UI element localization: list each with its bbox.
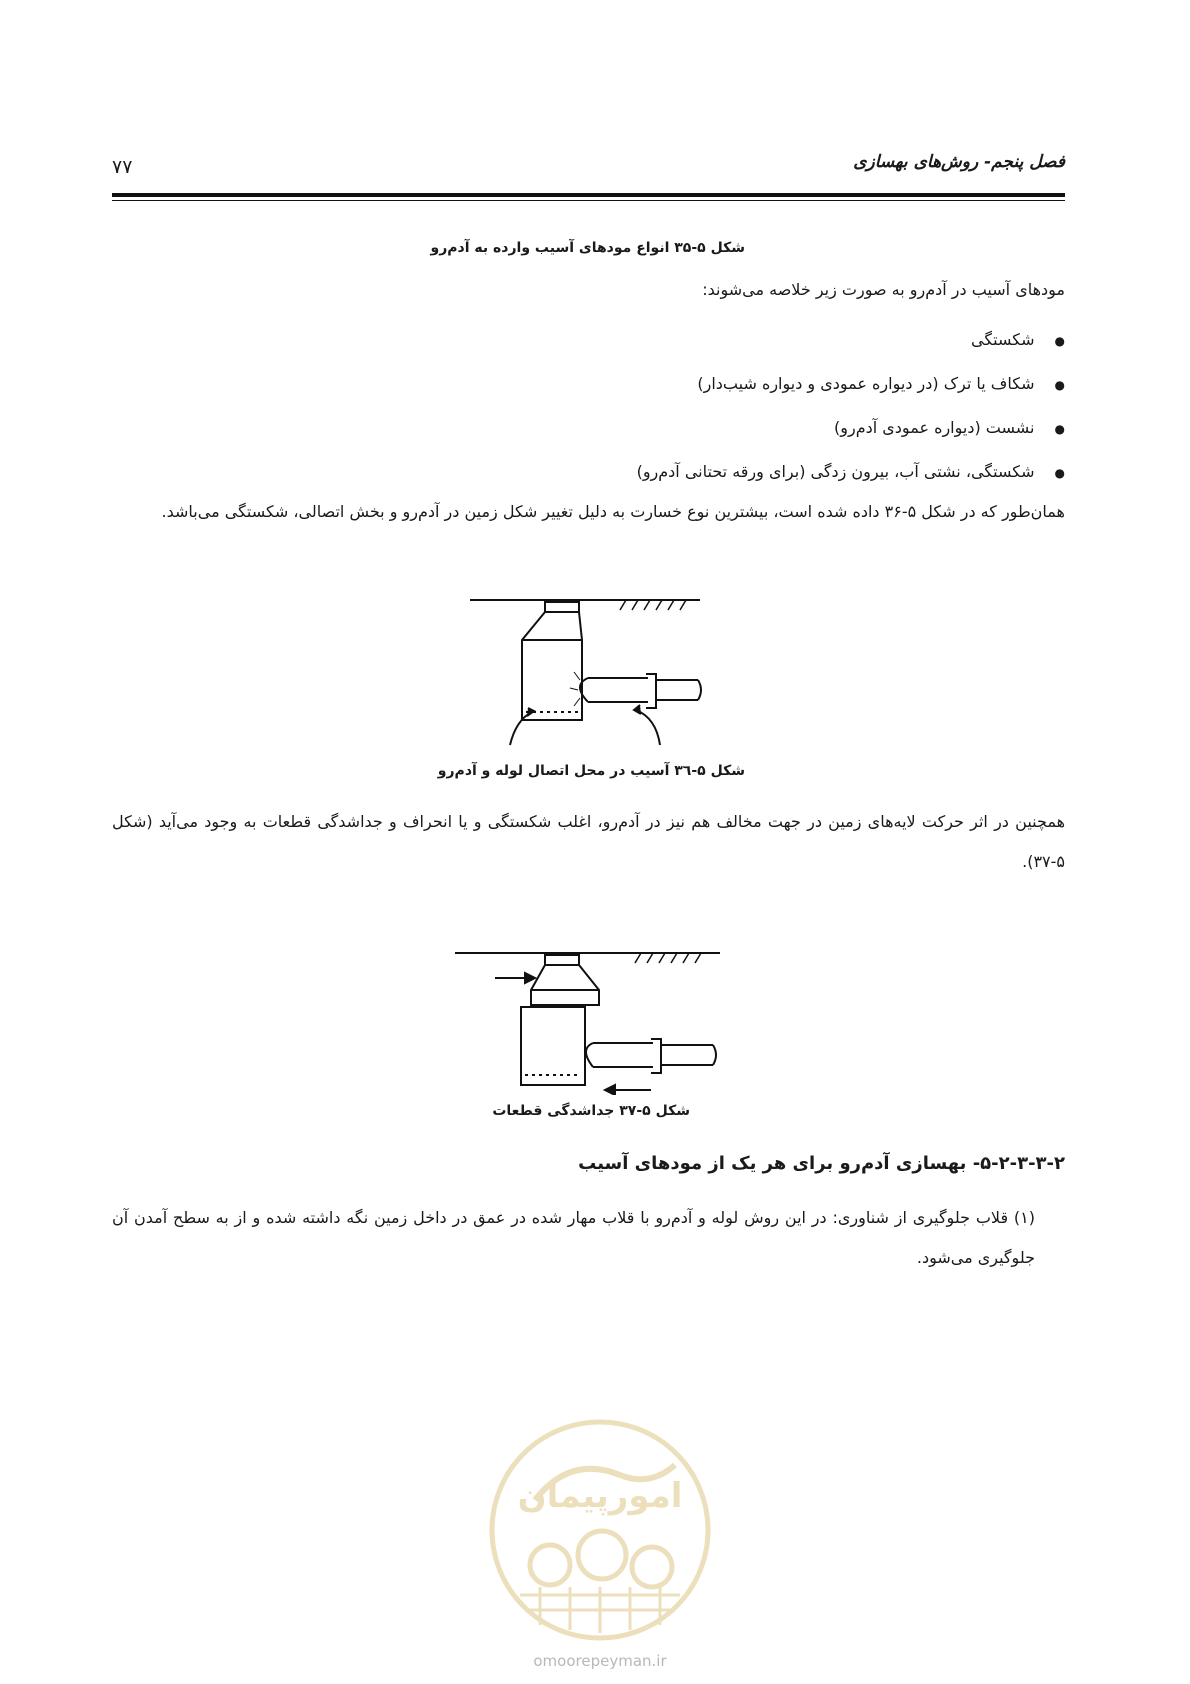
bullet-icon: ● bbox=[1054, 466, 1065, 480]
list-item: ●نشست (دیواره عمودی آدم‌رو) bbox=[637, 406, 1065, 450]
figure-36-drawing bbox=[460, 590, 710, 750]
bullet-icon: ● bbox=[1054, 334, 1065, 348]
intro-text: مودهای آسیب در آدم‌رو به صورت زیر خلاصه می‌شوند: bbox=[702, 280, 1065, 299]
section-heading: ۵-۲-۳-۳-۲- بهسازی آدم‌رو برای هر یک از مودهای آسیب bbox=[578, 1153, 1065, 1174]
figure-37-drawing bbox=[455, 945, 725, 1095]
figure-35-caption: شکل ۵-۳۵ انواع مودهای آسیب وارده به آدم‌رو bbox=[430, 240, 745, 256]
section-paragraph: (۱) قلاب جلوگیری از شناوری: در این روش لوله و آدم‌رو با قلاب مهار شده در عمق در داخل زمین نگه داشته شده و از به سطح آمدن آن جلوگیری می‌شود. bbox=[112, 1208, 1035, 1267]
watermark-logo bbox=[480, 1415, 720, 1650]
header-rule-thick bbox=[112, 193, 1065, 197]
header-rule-thin bbox=[112, 200, 1065, 201]
paragraph-1: همان‌طور که در شکل ۵-۳۶ داده شده است، بیشترین نوع خسارت به دلیل تغییر شکل زمین در آدم‌رو و بخش اتصالی، شکستگی می‌باشد. bbox=[161, 502, 1065, 521]
list-item: ●شکاف یا ترک (در دیواره عمودی و دیواره شیب‌دار) bbox=[637, 362, 1065, 406]
watermark-logo-text: امورپیمان bbox=[517, 1476, 683, 1516]
list-item: ●شکستگی، نشتی آب، بیرون زدگی (برای ورقه تحتانی آدم‌رو) bbox=[637, 450, 1065, 494]
seal-icon bbox=[480, 1415, 720, 1650]
paragraph-2: همچنین در اثر حرکت لایه‌های زمین در جهت مخالف هم نیز در آدم‌رو، اغلب شکستگی و یا انحراف و جداشدگی قطعات به وجود می‌آید (شکل ۵-۳۷). bbox=[112, 812, 1065, 871]
bullet-icon: ● bbox=[1054, 378, 1065, 392]
figure-36-caption: شکل ۵-۳٦ آسیب در محل اتصال لوله و آدم‌رو bbox=[437, 763, 745, 779]
list-item: ●شکستگی bbox=[637, 318, 1065, 362]
damage-modes-list bbox=[637, 318, 1065, 494]
page-number: ۷۷ bbox=[112, 156, 133, 178]
chapter-title: فصل پنجم- روش‌های بهسازی bbox=[853, 152, 1065, 172]
figure-37-caption: شکل ۵-۳۷ جداشدگی قطعات bbox=[492, 1103, 690, 1119]
watermark-url: omoorepeyman.ir bbox=[533, 1652, 667, 1670]
bullet-icon: ● bbox=[1054, 422, 1065, 436]
